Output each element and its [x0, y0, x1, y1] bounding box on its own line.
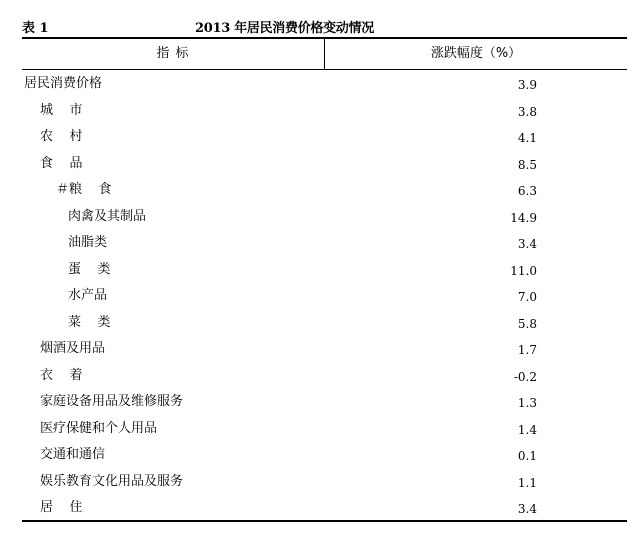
- row-value: 1.3: [517, 396, 537, 410]
- row-name: 油脂类: [68, 235, 108, 250]
- row-value: -0.2: [513, 369, 537, 384]
- row-name: 菜 类: [68, 314, 111, 330]
- row-value: 4.1: [517, 131, 537, 145]
- row-value: 3.4: [517, 502, 537, 516]
- table-row: [22, 469, 627, 496]
- table-row: [22, 177, 627, 204]
- table-row: [22, 71, 627, 98]
- row-name: 肉禽及其制品: [68, 208, 147, 224]
- row-name: 烟酒及用品: [40, 341, 106, 356]
- row-value: 7.0: [517, 290, 537, 304]
- table-row: [22, 416, 627, 443]
- row-value: 3.8: [517, 104, 537, 119]
- table-row: [22, 389, 627, 416]
- table-row: [22, 310, 627, 337]
- table-body: [22, 71, 627, 522]
- table-row: [22, 98, 627, 125]
- row-name: 水产品: [68, 288, 108, 303]
- row-name: 居民消费价格: [24, 76, 103, 91]
- row-value: 1.1: [517, 475, 537, 490]
- row-value: 3.4: [517, 237, 537, 251]
- header-indicator: 指 标: [156, 46, 190, 61]
- table-row: [22, 283, 627, 310]
- row-value: 1.4: [517, 422, 537, 437]
- row-name: 衣 着: [40, 367, 83, 383]
- row-value: 11.0: [510, 263, 537, 278]
- row-value: 8.5: [517, 157, 537, 172]
- table-label: 表 1: [22, 21, 49, 36]
- row-value: 5.8: [517, 316, 537, 331]
- table-row: [22, 257, 627, 284]
- row-value: 1.7: [517, 343, 537, 357]
- table-row: [22, 495, 627, 522]
- table-row: [22, 363, 627, 390]
- table-row: [22, 336, 627, 363]
- row-value: 0.1: [517, 449, 537, 463]
- row-name: 家庭设备用品及维修服务: [40, 394, 184, 409]
- row-name: 蛋 类: [68, 261, 111, 277]
- row-value: 14.9: [510, 210, 537, 225]
- table-row: [22, 230, 627, 257]
- table-row: [22, 151, 627, 178]
- bottom-rule: [22, 520, 627, 522]
- row-name: 娱乐教育文化用品及服务: [40, 473, 184, 489]
- row-name: 居 住: [40, 500, 83, 515]
- row-value: 6.3: [517, 184, 537, 198]
- row-value: 3.9: [517, 78, 537, 92]
- row-name: 医疗保健和个人用品: [40, 420, 158, 436]
- row-name: 食 品: [40, 155, 83, 171]
- row-name: 城 市: [40, 102, 83, 118]
- row-name: ＃粮 食: [56, 182, 112, 197]
- row-name: 交通和通信: [40, 447, 106, 462]
- table-row: [22, 204, 627, 231]
- header-rule: [22, 69, 627, 70]
- table-row: [22, 442, 627, 469]
- header-change: 涨跌幅度（%）: [430, 46, 522, 61]
- table-row: [22, 124, 627, 151]
- row-name: 农 村: [40, 129, 83, 144]
- table-title: 2013 年居民消费价格变动情况: [195, 21, 374, 36]
